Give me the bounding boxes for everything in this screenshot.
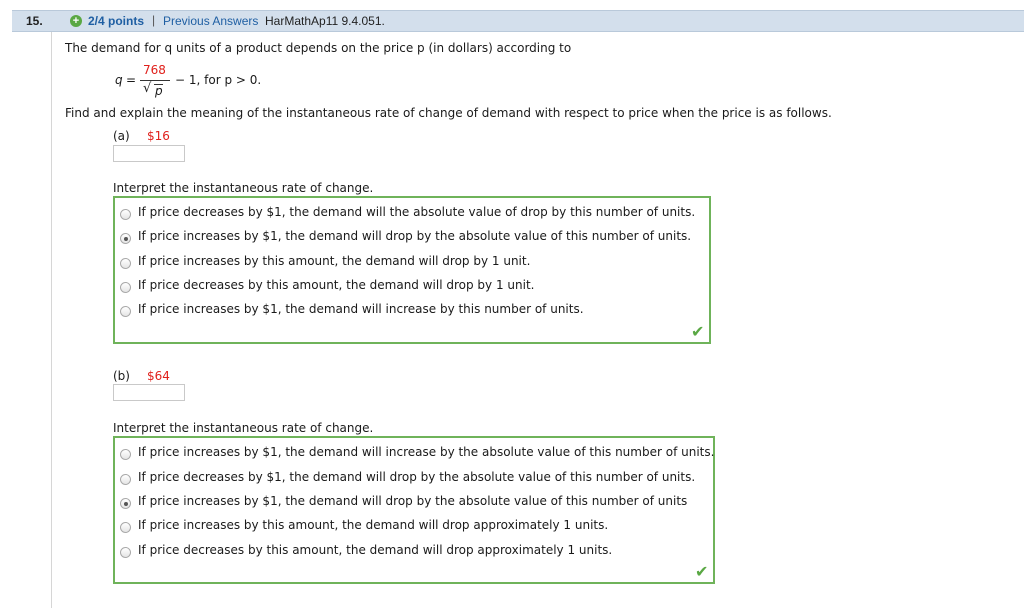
part-b-radio-2[interactable] [120, 498, 131, 509]
equation-lhs: q [115, 73, 123, 87]
correct-check-icon: ✔ [695, 562, 709, 581]
part-b-radio-3[interactable] [120, 522, 131, 533]
part-b-option-3[interactable]: If price increases by this amount, the demand will drop approximately 1 units. [138, 518, 609, 532]
part-b-choices [113, 436, 715, 584]
problem-intro: The demand for q units of a product depends on the price p (in dollars) according to [65, 41, 572, 55]
part-a-label: (a) [113, 129, 130, 143]
equation-rest: − 1, for p > 0. [175, 73, 262, 87]
question-header [12, 10, 1024, 32]
equation-equals: = [126, 73, 137, 87]
expand-plus-icon[interactable]: + [70, 15, 82, 27]
part-b-option-1[interactable]: If price decreases by $1, the demand will drop by the absolute value of this number of units. [138, 470, 696, 484]
part-b-option-2[interactable]: If price increases by $1, the demand will drop by the absolute value of this number of units [138, 494, 688, 508]
part-a-price: $16 [147, 129, 170, 143]
part-a-option-3[interactable]: If price decreases by this amount, the demand will drop by 1 unit. [138, 278, 535, 292]
part-a-choices [113, 196, 711, 344]
part-a-answer-input[interactable] [113, 145, 185, 162]
part-b-answer-input[interactable] [113, 384, 185, 401]
part-a-interpret-label: Interpret the instantaneous rate of change. [113, 181, 374, 195]
correct-check-icon: ✔ [691, 322, 705, 341]
part-b-interpret-label: Interpret the instantaneous rate of change. [113, 421, 374, 435]
course-reference: HarMathAp11 9.4.051. [265, 14, 385, 28]
part-b-label: (b) [113, 369, 130, 383]
part-b-option-4[interactable]: If price decreases by this amount, the demand will drop approximately 1 units. [138, 543, 613, 557]
part-a-option-1[interactable]: If price increases by $1, the demand will drop by the absolute value of this number of units. [138, 229, 692, 243]
equation-denominator: p [155, 84, 163, 98]
part-b-radio-4[interactable] [120, 547, 131, 558]
part-a-radio-2[interactable] [120, 258, 131, 269]
part-a-option-2[interactable]: If price increases by this amount, the demand will drop by 1 unit. [138, 254, 531, 268]
part-a-radio-0[interactable] [120, 209, 131, 220]
part-a-radio-3[interactable] [120, 282, 131, 293]
part-a-radio-4[interactable] [120, 306, 131, 317]
header-separator: | [152, 13, 156, 27]
points-score: 2/4 points [88, 14, 145, 28]
part-a-option-4[interactable]: If price increases by $1, the demand will increase by this number of units. [138, 302, 584, 316]
part-b-radio-0[interactable] [120, 449, 131, 460]
sqrt-icon: √ [143, 81, 152, 96]
problem-instruction: Find and explain the meaning of the instantaneous rate of change of demand with respect to price when the price is as follows. [65, 106, 832, 120]
previous-answers-link[interactable]: Previous Answers [163, 14, 259, 28]
question-number: 15. [26, 14, 43, 28]
part-a-option-0[interactable]: If price decreases by $1, the demand will the absolute value of drop by this number of units. [138, 205, 696, 219]
part-b-price: $64 [147, 369, 170, 383]
left-divider [51, 32, 52, 608]
part-a-radio-1[interactable] [120, 233, 131, 244]
part-b-radio-1[interactable] [120, 474, 131, 485]
part-b-option-0[interactable]: If price increases by $1, the demand will increase by the absolute value of this number of units. [138, 445, 715, 459]
equation-numerator: 768 [143, 63, 166, 77]
